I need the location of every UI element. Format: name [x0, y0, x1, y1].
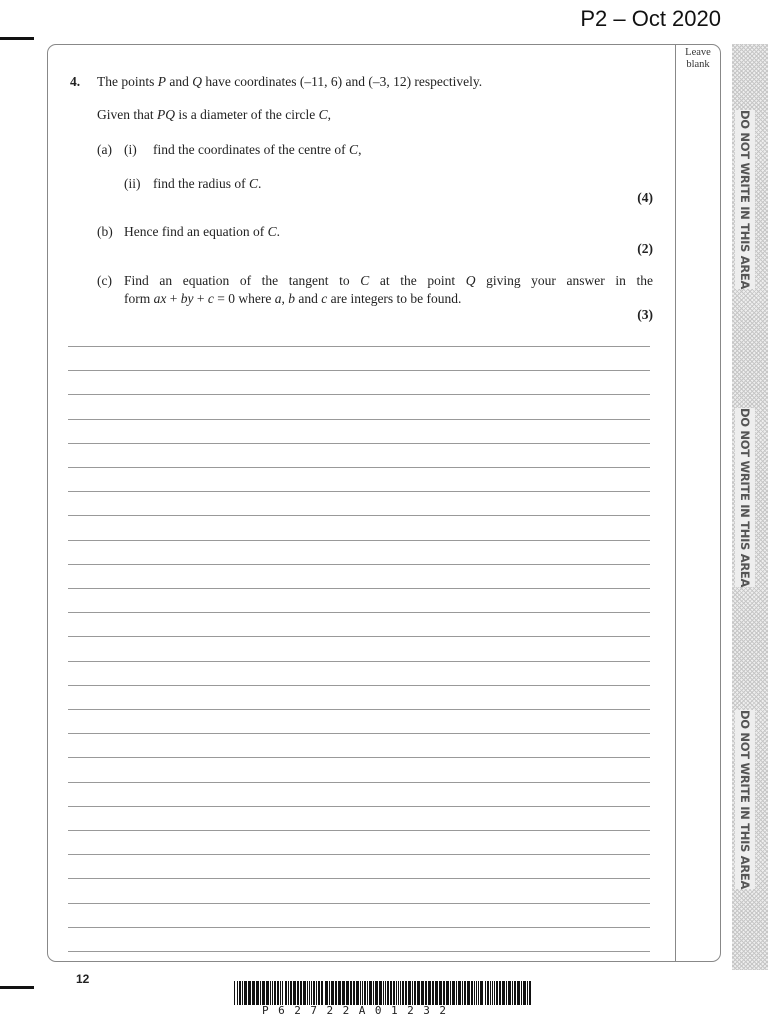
barcode-bar — [266, 981, 269, 1005]
barcode-bar — [272, 981, 273, 1005]
part-c-label: (c) — [97, 273, 112, 288]
barcode-bar — [309, 981, 310, 1005]
answer-line[interactable] — [68, 757, 650, 758]
barcode-bar — [353, 981, 355, 1005]
barcode-bar — [300, 981, 302, 1005]
answer-line[interactable] — [68, 903, 650, 904]
barcode-bar — [350, 981, 352, 1005]
barcode-bar — [492, 981, 493, 1005]
do-not-write-warning: DO NOT WRITE IN THIS AREA — [735, 110, 755, 289]
barcode-bar — [329, 981, 330, 1005]
answer-line[interactable] — [68, 685, 650, 686]
answer-line[interactable] — [68, 830, 650, 831]
answer-line[interactable] — [68, 443, 650, 444]
barcode-bar — [529, 981, 531, 1005]
barcode-bar — [425, 981, 427, 1005]
barcode-bar — [514, 981, 516, 1005]
barcode-bar — [375, 981, 378, 1005]
barcode-text: P62722A01232 — [262, 1004, 456, 1017]
barcode-bar — [285, 981, 287, 1005]
answer-line[interactable] — [68, 346, 650, 347]
barcode-bar — [490, 981, 491, 1005]
barcode-bar — [244, 981, 247, 1005]
barcode-bar — [248, 981, 251, 1005]
part-a-label: (a) — [97, 142, 112, 157]
barcode-bar — [303, 981, 306, 1005]
part-c-text-line1: Find an equation of the tangent to C at the point Q giving your answer in the — [124, 273, 653, 288]
barcode-bar — [252, 981, 255, 1005]
barcode-bar — [356, 981, 359, 1005]
barcode-bar — [331, 981, 334, 1005]
part-c-marks: (3) — [637, 307, 653, 322]
barcode-bar — [499, 981, 501, 1005]
answer-line[interactable] — [68, 564, 650, 565]
barcode-bar — [480, 981, 483, 1005]
answer-line[interactable] — [68, 370, 650, 371]
barcode-bar — [369, 981, 372, 1005]
answer-line[interactable] — [68, 661, 650, 662]
barcode-bar — [360, 981, 361, 1005]
barcode-bar — [321, 981, 323, 1005]
question-intro: The points P and Q have coordinates (–11, 6) and (–3, 12) respectively. — [97, 74, 483, 89]
barcode-bar — [508, 981, 511, 1005]
barcode-bar — [385, 981, 386, 1005]
barcode-bar — [506, 981, 507, 1005]
answer-line[interactable] — [68, 927, 650, 928]
barcode-bar — [239, 981, 241, 1005]
barcode-bar — [421, 981, 424, 1005]
part-a-marks: (4) — [637, 190, 653, 205]
barcode-bar — [464, 981, 466, 1005]
barcode-bar — [487, 981, 489, 1005]
barcode-bar — [496, 981, 498, 1005]
barcode-bar — [485, 981, 486, 1005]
do-not-write-warning: DO NOT WRITE IN THIS AREA — [735, 710, 755, 889]
barcode-bar — [478, 981, 479, 1005]
barcode-bar — [318, 981, 320, 1005]
answer-line[interactable] — [68, 733, 650, 734]
answer-line[interactable] — [68, 951, 650, 952]
answer-line[interactable] — [68, 515, 650, 516]
barcode-bar — [290, 981, 292, 1005]
leave-blank-label: Leave blank — [685, 47, 711, 70]
barcode-bar — [346, 981, 349, 1005]
barcode-bar — [400, 981, 401, 1005]
barcode-bar — [242, 981, 243, 1005]
edge-mark-top — [0, 37, 34, 40]
answer-line[interactable] — [68, 491, 650, 492]
barcode-bar — [521, 981, 522, 1005]
barcode-bar — [274, 981, 276, 1005]
barcode-bar — [379, 981, 382, 1005]
barcode-bar — [307, 981, 308, 1005]
barcode-bar — [277, 981, 279, 1005]
leave-blank-divider — [675, 44, 676, 962]
barcode-bar — [262, 981, 265, 1005]
barcode-bar — [439, 981, 442, 1005]
answer-line[interactable] — [68, 467, 650, 468]
barcode-bar — [335, 981, 337, 1005]
barcode-bar — [523, 981, 526, 1005]
part-c-text-line2: form ax + by + c = 0 where a, b and c are integers to be found. — [124, 291, 462, 306]
barcode-bar — [297, 981, 299, 1005]
answer-line[interactable] — [68, 878, 650, 879]
answer-line[interactable] — [68, 612, 650, 613]
barcode-bar — [405, 981, 407, 1005]
barcode-bar — [256, 981, 259, 1005]
barcode-bar — [383, 981, 384, 1005]
barcode-bar — [325, 981, 328, 1005]
barcode-bar — [373, 981, 374, 1005]
barcode-bar — [237, 981, 238, 1005]
barcode-bar — [402, 981, 404, 1005]
barcode-bar — [446, 981, 449, 1005]
answer-line[interactable] — [68, 806, 650, 807]
answer-line[interactable] — [68, 394, 650, 395]
barcode-bar — [471, 981, 473, 1005]
barcode-bar — [293, 981, 296, 1005]
part-b-text: Hence find an equation of C. — [124, 224, 280, 239]
part-a-ii-text: find the radius of C. — [153, 176, 262, 191]
barcode-bar — [527, 981, 528, 1005]
barcode-bar — [414, 981, 416, 1005]
barcode-bar — [316, 981, 317, 1005]
part-b-marks: (2) — [637, 241, 653, 256]
page-number: 12 — [76, 972, 90, 986]
answer-frame — [47, 44, 721, 962]
barcode-bar — [435, 981, 438, 1005]
barcode-bar — [387, 981, 389, 1005]
barcode-bar — [512, 981, 513, 1005]
barcode-bar — [462, 981, 463, 1005]
part-a-i-text: find the coordinates of the centre of C, — [153, 142, 362, 157]
barcode-bar — [393, 981, 395, 1005]
barcode-bar — [474, 981, 475, 1005]
barcode-bar — [452, 981, 455, 1005]
barcode-bar — [450, 981, 451, 1005]
barcode-bar — [338, 981, 341, 1005]
answer-line[interactable] — [68, 782, 650, 783]
barcode-bar — [398, 981, 399, 1005]
barcode-image — [234, 981, 534, 1005]
barcode-bar — [396, 981, 397, 1005]
page-header-title: P2 – Oct 2020 — [580, 6, 721, 31]
do-not-write-warning: DO NOT WRITE IN THIS AREA — [735, 408, 755, 587]
barcode-bar — [417, 981, 420, 1005]
barcode-bar — [408, 981, 411, 1005]
answer-line[interactable] — [68, 588, 650, 589]
question-given: Given that PQ is a diameter of the circle C, — [97, 107, 331, 122]
part-a-i-label: (i) — [124, 142, 137, 157]
barcode-bar — [467, 981, 470, 1005]
barcode-bar — [288, 981, 289, 1005]
barcode-bar — [362, 981, 363, 1005]
part-b-label: (b) — [97, 224, 113, 239]
barcode-bar — [260, 981, 261, 1005]
edge-mark-bottom — [0, 986, 34, 989]
barcode-bar — [313, 981, 315, 1005]
barcode-bar — [311, 981, 312, 1005]
barcode-bar — [342, 981, 345, 1005]
barcode-bar — [280, 981, 281, 1005]
barcode-bar — [502, 981, 505, 1005]
question-number: 4. — [70, 74, 81, 89]
barcode-bar — [412, 981, 413, 1005]
barcode-bar — [458, 981, 461, 1005]
answer-line[interactable] — [68, 854, 650, 855]
part-a-ii-label: (ii) — [124, 176, 141, 191]
barcode-bar — [364, 981, 366, 1005]
answer-line[interactable] — [68, 709, 650, 710]
barcode-bar — [443, 981, 445, 1005]
barcode-bar — [270, 981, 271, 1005]
barcode-bar — [234, 981, 235, 1005]
barcode-bar — [494, 981, 495, 1005]
barcode-bar — [456, 981, 457, 1005]
answer-line[interactable] — [68, 636, 650, 637]
barcode-bar — [476, 981, 477, 1005]
answer-line[interactable] — [68, 540, 650, 541]
barcode-bar — [517, 981, 520, 1005]
barcode-bar — [432, 981, 434, 1005]
barcode-bar — [367, 981, 368, 1005]
answer-line[interactable] — [68, 419, 650, 420]
barcode-bar — [428, 981, 431, 1005]
barcode-bar — [282, 981, 283, 1005]
barcode-bar — [390, 981, 392, 1005]
